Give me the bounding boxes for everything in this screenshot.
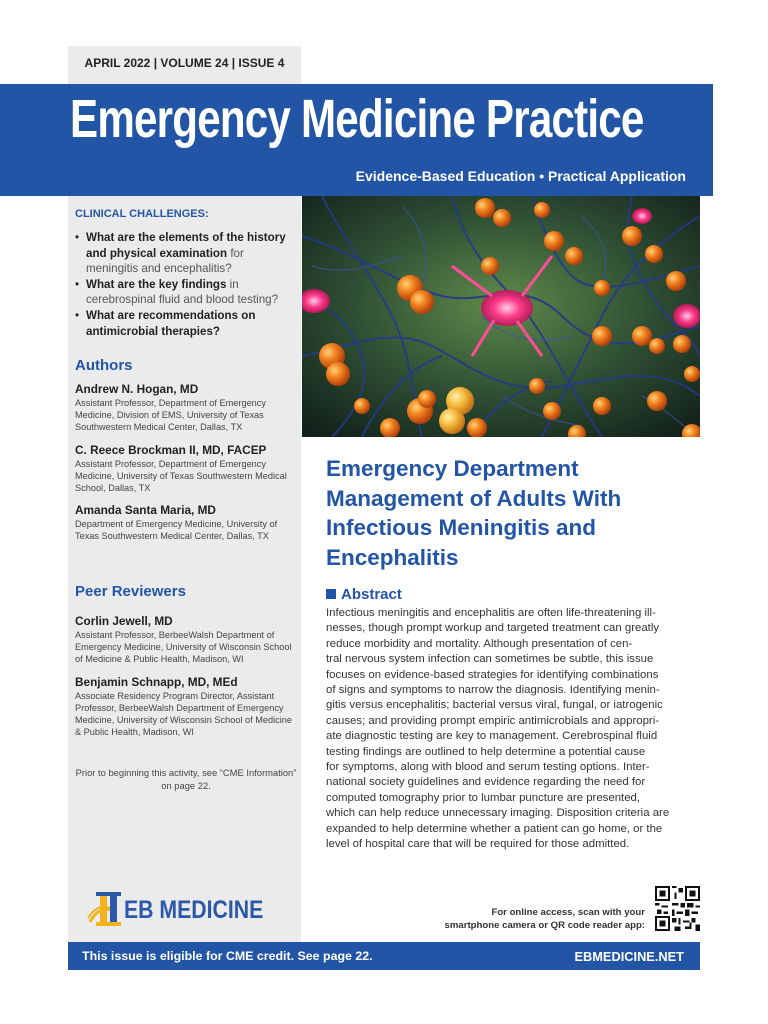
clinical-challenges-list: [75, 230, 297, 339]
masthead-title: Emergency Medicine Practice: [70, 89, 644, 149]
reviewer-entry: [75, 614, 297, 665]
reviewer-affiliation: Assistant Professor, BerbeeWalsh Department of Emergency Medicine, University of Wisconsin School of Medicine & Public Health, Madison, WI: [75, 630, 292, 664]
author-entry: [75, 443, 297, 494]
article-title: Emergency Department Management of Adults With Infectious Meningitis and Encephalitis: [326, 456, 622, 570]
abstract-body: Infectious meningitis and encephalitis are often life-threatening ill- nesses, though prompt workup and targeted treatment can greatly reduce morbidity and mortality. Although presentation of cen- tral nervous system infection can sometimes be subtle, this issue focuses on evidence-based strategies for identifying combinations of signs and symptoms to narrow the diagnosis. Identifying menin- gitis versus encephalitis; bacterial versus viral, fungal, or iatrogenic causes; and providing prompt empiric antimicrobials and appropri- ate diagnostic testing are key to management. Cerebrospinal fluid testing findings are outlined to help determine a potential cause for symptoms, along with blood and serum testing options. Inter- national society guidelines and evidence regarding the need for computed tomography prior to lumbar puncture are presented, which can help reduce unnecessary imaging. Disposition criteria are expanded to help determine whether a patient can go home, or the level of hospital care that will be required for those admitted.: [326, 607, 670, 851]
reviewer-affiliation: Associate Residency Program Director, Assistant Professor, BerbeeWalsh Department of Emergency Medicine, University of Wisconsin School of Medicine & Public Health, Madison, WI: [75, 691, 293, 737]
author-affiliation: Assistant Professor, Department of Emergency Medicine, Division of EMS, University of Texas Southwestern Medical Center, Dallas, TX: [75, 398, 266, 432]
clinical-challenges-heading: CLINICAL CHALLENGES:: [75, 208, 209, 220]
neuron-bacteria-illustration: [302, 196, 700, 437]
clinical-challenge-item: • What are the elements of the history and physical examination for meningitis and encephalitis?: [75, 230, 297, 277]
qr-code-icon[interactable]: [655, 886, 700, 931]
cme-prior-note: Prior to beginning this activity, see “CME Information” on page 22.: [75, 767, 297, 791]
masthead-tagline: Evidence-Based Education • Practical Application: [355, 168, 686, 184]
author-affiliation: Department of Emergency Medicine, University of Texas Southwestern Medical Center, Dallas, TX: [75, 519, 278, 541]
reviewer-name: Corlin Jewell, MD: [75, 614, 173, 628]
clinical-challenge-item: • What are recommendations on antimicrobial therapies?: [75, 308, 297, 339]
website-link[interactable]: EBMEDICINE.NET: [574, 949, 684, 964]
author-entry: [75, 382, 297, 433]
author-name: C. Reece Brockman II, MD, FACEP: [75, 443, 267, 457]
eb-medicine-logo-text: EB MEDICINE: [124, 896, 264, 924]
cme-credit-note: This issue is eligible for CME credit. See page 22.: [82, 949, 373, 963]
author-name: Andrew N. Hogan, MD: [75, 382, 199, 396]
online-access-note: For online access, scan with your smartphone camera or QR code reader app:: [444, 907, 645, 931]
clinical-challenge-item: • What are the key findings in cerebrospinal fluid and blood testing?: [75, 277, 297, 308]
issue-line: APRIL 2022 | VOLUME 24 | ISSUE 4: [84, 56, 285, 70]
square-bullet-icon: [326, 589, 336, 599]
abstract-heading: Abstract: [326, 586, 402, 603]
reviewer-name: Benjamin Schnapp, MD, MEd: [75, 675, 238, 689]
authors-heading: Authors: [75, 357, 133, 374]
author-name: Amanda Santa Maria, MD: [75, 503, 216, 517]
author-entry: [75, 503, 297, 542]
author-affiliation: Assistant Professor, Department of Emergency Medicine, University of Texas Southwestern Medical School, Dallas, TX: [75, 459, 287, 493]
peer-reviewers-heading: Peer Reviewers: [75, 583, 186, 600]
reviewer-entry: [75, 675, 297, 738]
